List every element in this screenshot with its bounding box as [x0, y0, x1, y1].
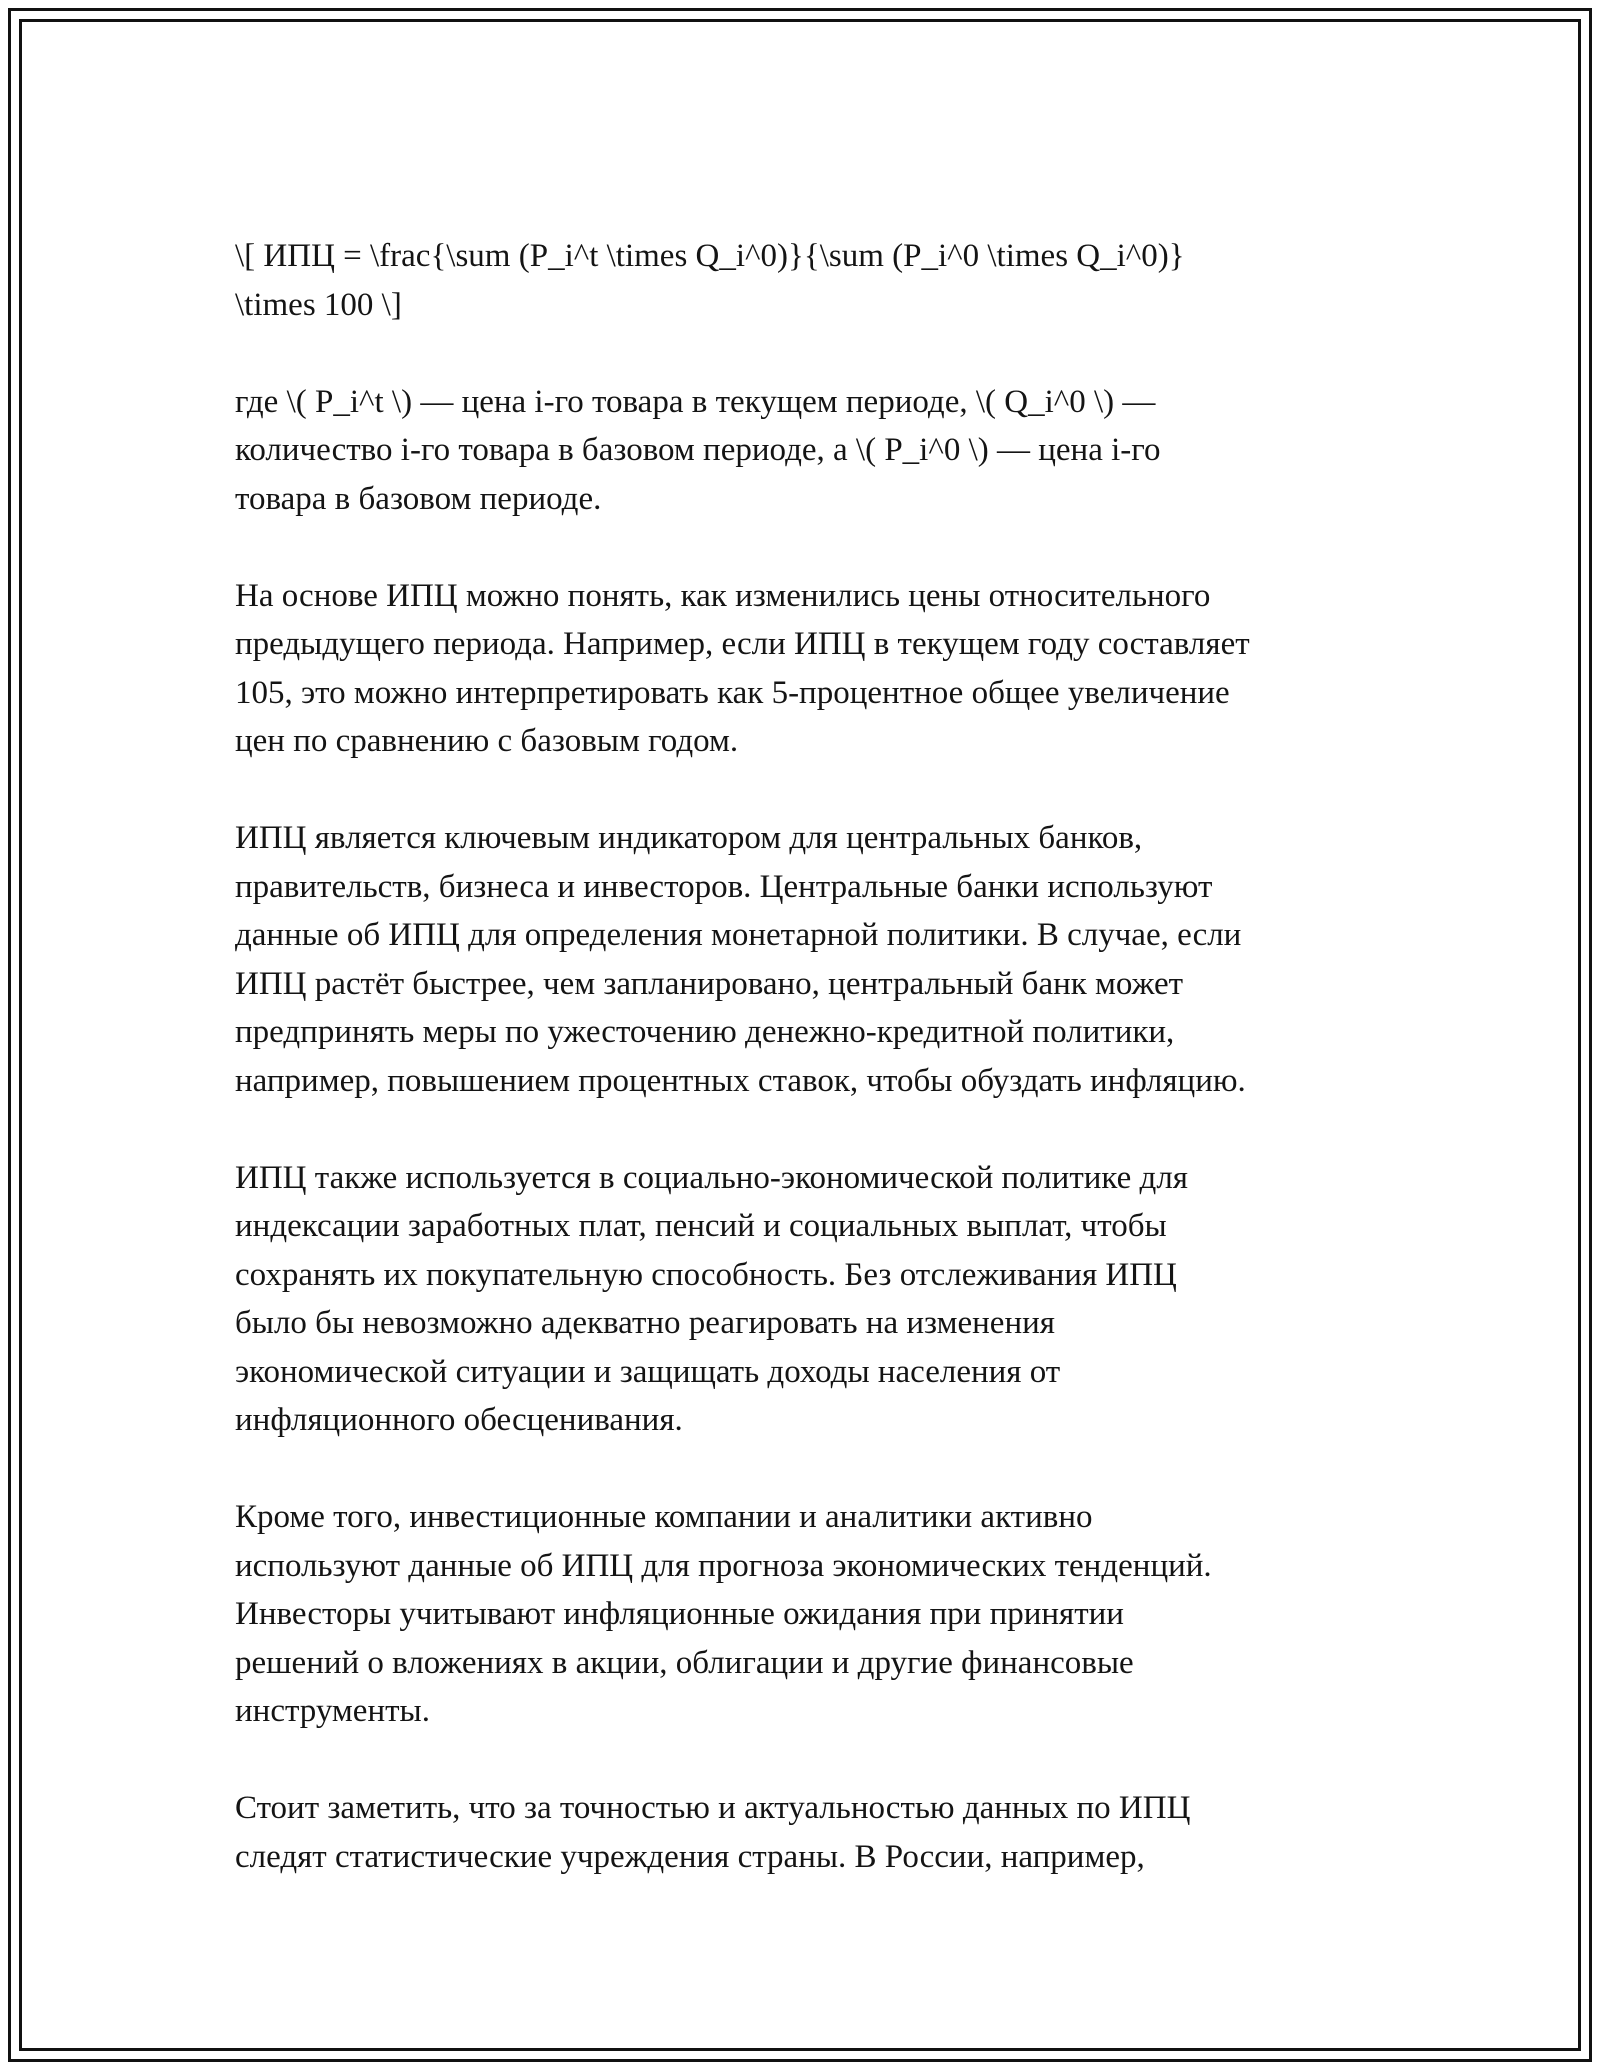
text-line: данные об ИПЦ для определения монетарной политики. В случае, если	[235, 917, 1242, 953]
text-line: следят статистические учреждения страны. В России, например,	[235, 1838, 1145, 1875]
text-line: ИПЦ растёт быстрее, чем запланировано, центральный банк может	[235, 965, 1184, 1002]
text-line: используют данные об ИПЦ для прогноза экономических тенденций.	[235, 1547, 1212, 1584]
formula-definition-paragraph	[235, 378, 1415, 524]
text-line: было бы невозможно адекватно реагировать на изменения	[235, 1305, 1055, 1341]
text-line: ИПЦ также используется в социально-экономической политике для	[235, 1159, 1188, 1196]
document-body	[235, 232, 1415, 1930]
text-line: На основе ИПЦ можно понять, как изменились цены относительного	[235, 577, 1211, 614]
text-line: правительств, бизнеса и инвесторов. Центральные банки используют	[235, 868, 1213, 905]
central-banks-paragraph	[235, 814, 1415, 1105]
formula-paragraph	[235, 232, 1415, 329]
text-line: например, повышением процентных ставок, чтобы обуздать инфляцию.	[235, 1062, 1246, 1099]
text-line: Кроме того, инвестиционные компании и аналитики активно	[235, 1499, 1093, 1535]
statistics-agencies-paragraph	[235, 1784, 1415, 1881]
text-line: товара в базовом периоде.	[235, 480, 602, 517]
text-line: сохранять их покупательную способность. Без отслеживания ИПЦ	[235, 1256, 1177, 1293]
text-line: ИПЦ является ключевым индикатором для центральных банков,	[235, 820, 1143, 856]
text-line: 105, это можно интерпретировать как 5-процентное общее увеличение	[235, 674, 1230, 711]
text-line: инструменты.	[235, 1693, 430, 1729]
text-line: индексации заработных плат, пенсий и социальных выплат, чтобы	[235, 1208, 1167, 1244]
text-line: \[ ИПЦ = \frac{\sum (P_i^t \times Q_i^0)}{\sum (P_i^0 \times Q_i^0)}	[235, 238, 1185, 274]
text-line: инфляционного обесценивания.	[235, 1402, 683, 1438]
text-line: \times 100 \]	[235, 286, 402, 323]
text-line: Инвесторы учитывают инфляционные ожидания при принятии	[235, 1596, 1124, 1632]
social-policy-paragraph	[235, 1154, 1415, 1445]
cpi-interpretation-paragraph	[235, 572, 1415, 766]
text-line: экономической ситуации и защищать доходы населения от	[235, 1353, 1061, 1390]
investors-paragraph	[235, 1493, 1415, 1736]
text-line: предпринять меры по ужесточению денежно-кредитной политики,	[235, 1014, 1175, 1050]
text-line: предыдущего периода. Например, если ИПЦ в текущем году составляет	[235, 626, 1250, 662]
text-line: количество i-го товара в базовом периоде, а \( P_i^0 \) — цена i-го	[235, 432, 1161, 468]
text-line: где \( P_i^t \) — цена i-го товара в текущем периоде, \( Q_i^0 \) —	[235, 383, 1156, 420]
text-line: решений о вложениях в акции, облигации и другие финансовые	[235, 1644, 1134, 1681]
text-line: цен по сравнению с базовым годом.	[235, 723, 739, 759]
text-line: Стоит заметить, что за точностью и актуальностью данных по ИПЦ	[235, 1790, 1191, 1826]
